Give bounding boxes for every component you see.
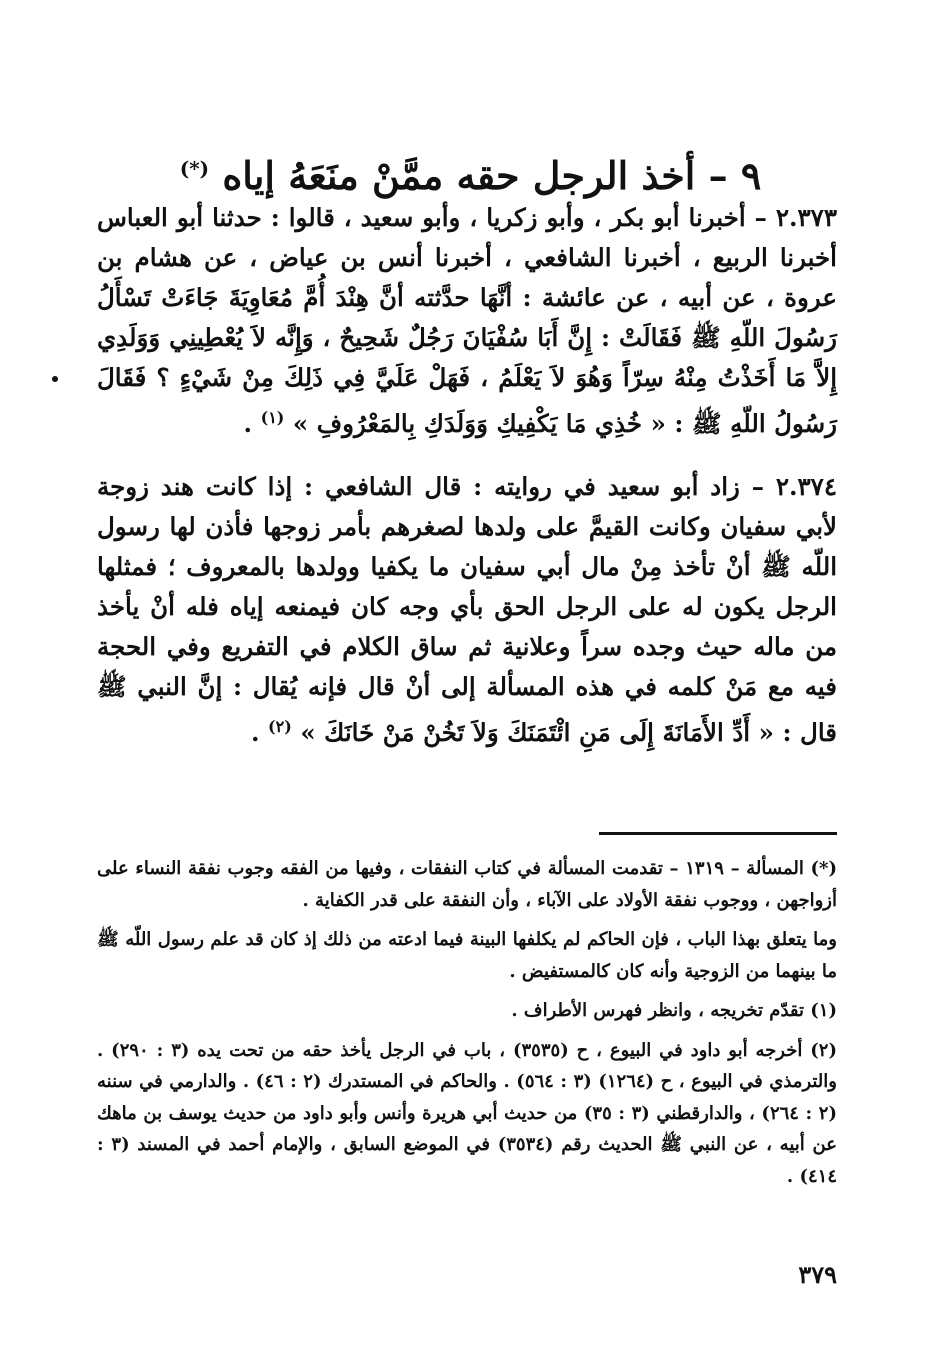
footnote-divider [599, 832, 837, 835]
footnote-star: (*) المسألة – ١٣١٩ – تقدمت المسألة في كتاب النفقات ، وفيها من الفقه وجوب نفقة النساء على أزواجهن ، ووجوب نفقة الأولاد على الآباء ، وأن النفقة على قدر الكفاية . [97, 858, 837, 911]
footnote-ref-1: (١) [260, 408, 285, 427]
hadith-paragraph-2373 [97, 198, 837, 444]
period: . [243, 409, 253, 439]
main-text [97, 198, 837, 753]
page-number: ٣٧٩ [798, 1260, 837, 1289]
chapter-title [160, 153, 781, 199]
footnote-ref-2: (٢) [268, 717, 292, 737]
period: . [250, 718, 260, 748]
hadith-paragraph-2374 [97, 467, 837, 753]
chapter-footnote-marker: (*) [179, 156, 210, 181]
footnote-star-continued: وما يتعلق بهذا الباب ، فإن الحاكم لم يكلفها البينة فيما ادعته من ذلك إذ كان قد علم رسول اللّه ﷺ ما بينهما من الزوجية وأنه كان كالمستفيض . [97, 929, 837, 982]
hadith-2373-text: ٢.٣٧٣ – أخبرنا أبو بكر ، وأبو زكريا ، وأبو سعيد ، قالوا : حدثنا أبو العباس أخبرنا الربيع ، أخبرنا الشافعي ، أخبرنا أنس بن عياض ، عن هشام بن عروة ، عن أبيه ، عن عائشة : أنَّهَا حدَّثته أنَّ هِنْدَ أُمَّ مُعَاوِيَةَ جَاءَتْ تَسْأَلُ رَسُولَ اللّهِ ﷺ فَقَالَتْ : إِنَّ أَبَا سُفْيَانَ رَجُلٌ شَحِيحٌ ، وَإِنَّه لاَ يُعْطِينِي وَوَلَدِي إِلاَّ مَا أَخَذْتُ مِنْهُ سِرّاً وَهُوَ لاَ يَعْلَمُ ، فَهَلْ عَلَيَّ فِي ذَلِكَ مِنْ شَيْءٍ ؟ فَقَالَ رَسُولُ اللّهِ ﷺ : « خُذِي مَا يَكْفِيكِ وَوَلَدَكِ بِالمَعْرُوفِ » [97, 203, 837, 439]
chapter-title-text: ٩ – أخذ الرجل حقه ممَّنْ منَعَهُ إياه [222, 153, 762, 199]
hadith-2374-text: ٢.٣٧٤ – زاد أبو سعيد في روايته : قال الشافعي : إذا كانت هند زوجة لأبي سفيان وكانت القيمَّ على ولدها لصغرهم بأمر زوجها فأذن لها رسول اللّه ﷺ أنْ تأخذ مِنْ مال أبي سفيان ما يكفيا وولدها بالمعروف ؛ فمثلها الرجل يكون له على الرجل الحق بأي وجه كان فيمنعه إياه فله أنْ يأخذ من ماله حيث وجده سراً وعلانية ثم ساق الكلام في التفريع وفي الحجة فيه مع مَنْ كلمه في هذه المسألة إلى أنْ قال فإنه يُقال : إنَّ النبي ﷺ قال : « أَدِّ الأَمَانَةَ إِلَى مَنِ ائْتَمَنَكَ وَلاَ تَخُنْ مَنْ خَانَكَ » [97, 472, 837, 748]
margin-mark [52, 376, 58, 382]
footnote-2: (٢) أخرجه أبو داود في البيوع ، ح (٣٥٣٥) ، باب في الرجل يأخذ حقه من تحت يده (٣ : ٢٩٠) . والترمذي في البيوع ، ح (١٢٦٤) (٣ : ٥٦٤) . والحاكم في المستدرك (٢ : ٤٦) . والدارمي في سننه (٢ : ٢٦٤) ، والدارقطني (٣ : ٣٥) من حديث أبي هريرة وأنس وأبو داود من حديث يوسف بن ماهك عن أبيه ، عن النبي ﷺ الحديث رقم (٣٥٣٤) في الموضع السابق ، والإمام أحمد في المسند (٣ : ٤١٤) . [97, 1039, 837, 1187]
footnotes-section [97, 853, 837, 1192]
footnote-1: (١) تقدّم تخريجه ، وانظر فهرس الأطراف . [511, 1000, 837, 1021]
